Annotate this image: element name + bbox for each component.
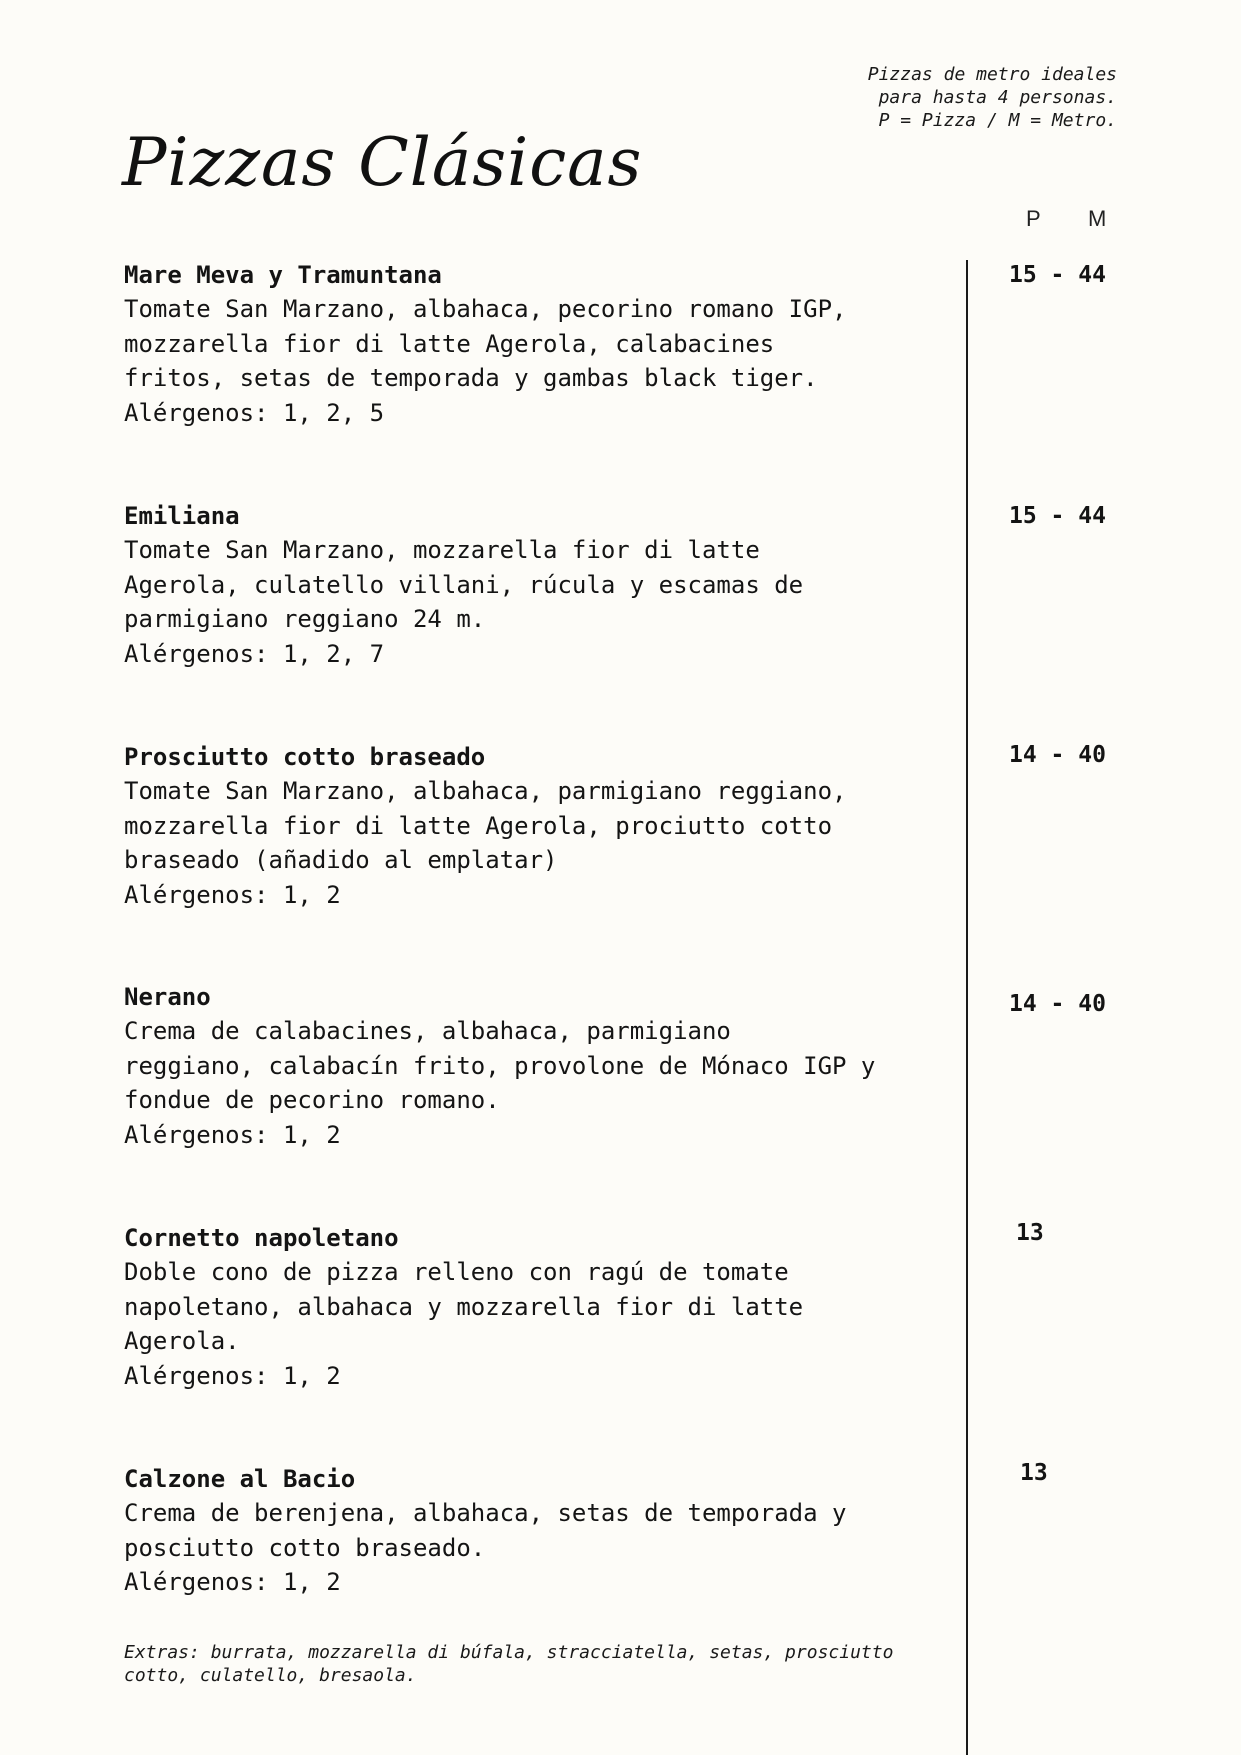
menu-item <box>124 258 944 430</box>
item-name: Calzone al Bacio <box>124 1465 356 1493</box>
item-price: 14 - 40 <box>1009 742 1106 768</box>
extras-line: Extras: burrata, mozzarella di búfala, stracciatella, setas, prosciutto <box>124 1642 894 1663</box>
column-header-pizza: P <box>1026 206 1041 231</box>
menu-item <box>124 740 944 912</box>
item-allergens: Alérgenos: 1, 2 <box>124 880 341 909</box>
pizza-size-note <box>757 63 1117 132</box>
column-header-metro: M <box>1088 206 1107 231</box>
page-title: Pizzas Clásicas <box>122 124 643 201</box>
item-price: 14 - 40 <box>1009 991 1106 1017</box>
item-allergens: Alérgenos: 1, 2 <box>124 1568 341 1596</box>
item-price: 13 <box>1020 1460 1048 1486</box>
item-allergens: Alérgenos: 1, 2 <box>124 1120 341 1149</box>
menu-item <box>124 980 944 1152</box>
item-description: Tomate San Marzano, albahaca, parmigiano reggiano, mozzarella fior di latte Agerola, prociutto cotto braseado (añadido al emplatar) <box>124 777 847 874</box>
item-allergens: Alérgenos: 1, 2, 7 <box>124 639 385 668</box>
extras-note <box>124 1641 954 1687</box>
note-line: P = Pizza / M = Metro. <box>878 110 1117 131</box>
note-line: Pizzas de metro ideales <box>867 64 1117 85</box>
note-line: para hasta 4 personas. <box>878 87 1117 108</box>
item-price: 13 <box>1016 1220 1044 1246</box>
item-description: Crema de berenjena, albahaca, setas de temporada y posciutto cotto braseado. <box>124 1499 847 1562</box>
extras-line: cotto, culatello, bresaola. <box>124 1665 417 1686</box>
menu-item <box>124 499 944 671</box>
item-name: Prosciutto cotto braseado <box>124 743 486 771</box>
item-price: 15 - 44 <box>1009 503 1106 529</box>
item-description: Tomate San Marzano, mozzarella fior di latte Agerola, culatello villani, rúcula y escamas de parmigiano reggiano 24 m. <box>124 536 804 633</box>
item-description: Doble cono de pizza relleno con ragú de tomate napoletano, albahaca y mozzarella fior di latte Agerola. <box>124 1258 804 1355</box>
item-description: Tomate San Marzano, albahaca, pecorino romano IGP, mozzarella fior di latte Agerola, calabacines fritos, setas de temporada y gambas black tiger. <box>124 295 847 392</box>
item-name: Emiliana <box>124 502 240 530</box>
item-allergens: Alérgenos: 1, 2 <box>124 1361 341 1390</box>
item-name: Mare Meva y Tramuntana <box>124 261 442 289</box>
item-name: Nerano <box>124 983 211 1011</box>
menu-item <box>124 1221 944 1393</box>
item-name: Cornetto napoletano <box>124 1224 399 1252</box>
item-price: 15 - 44 <box>1009 262 1106 288</box>
item-allergens: Alérgenos: 1, 2, 5 <box>124 398 385 427</box>
price-column-divider <box>966 260 968 1755</box>
menu-item <box>124 1462 944 1600</box>
item-description: Crema de calabacines, albahaca, parmigiano reggiano, calabacín frito, provolone de Mónaco IGP y fondue de pecorino romano. <box>124 1017 876 1114</box>
